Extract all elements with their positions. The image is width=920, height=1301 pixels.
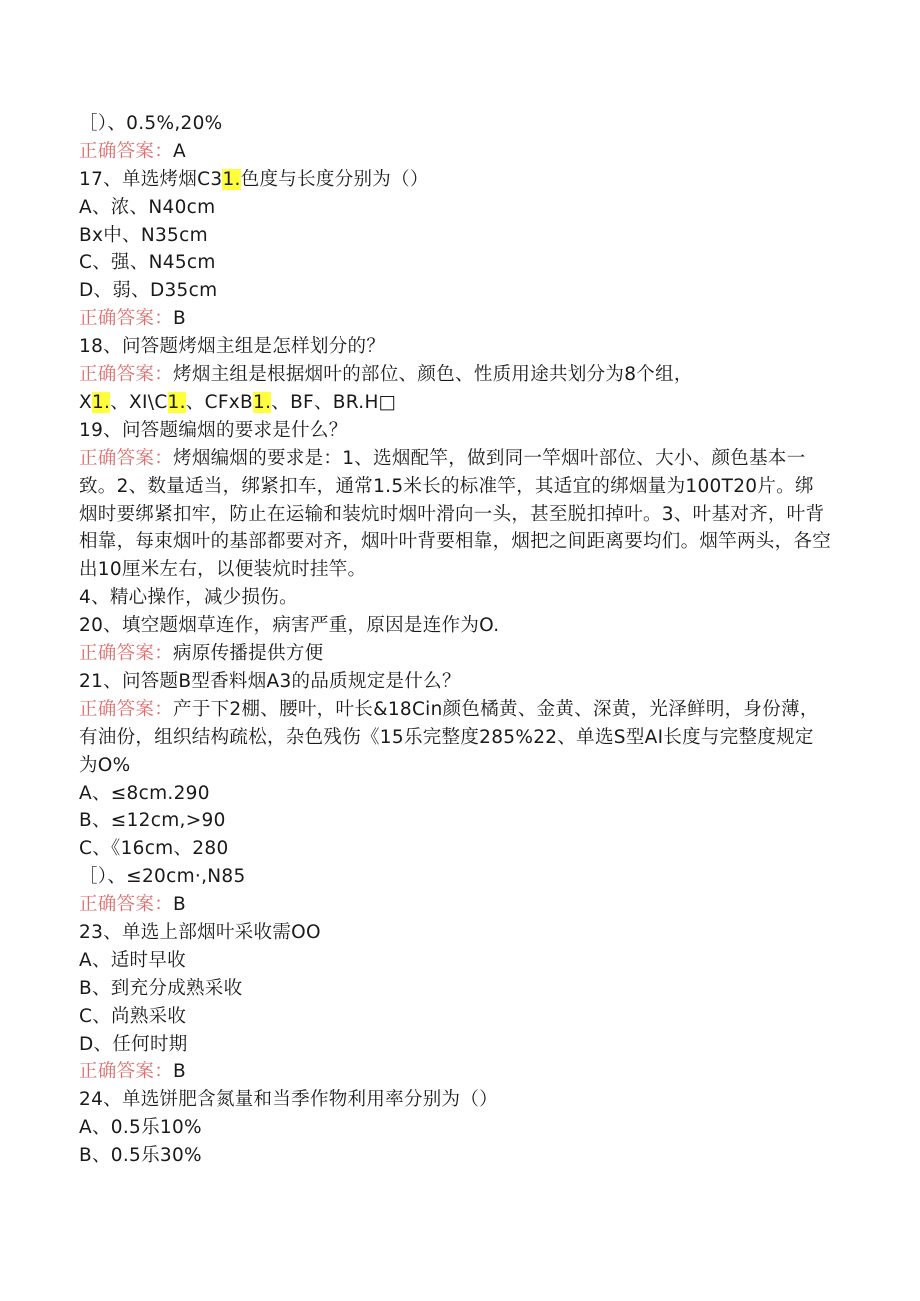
question-19: 19、问答题编烟的要求是什么？ [79,419,348,441]
question-24: 24、单选饼肥含氮量和当季作物利用率分别为（） [79,1089,498,1111]
answer-continuation: 4、精心操作，减少损伤。 [79,587,298,609]
highlight-mark: 1. [91,391,111,413]
option-a: A、0.5乐10% [79,1117,202,1139]
option-a: A、≤8cm.290 [79,782,210,804]
answer-text: 、BF、BR.H□ [271,391,397,413]
answer-text: 、XI\C [110,391,168,413]
answer-text: X [79,391,92,413]
answer-label: 正确答案： [79,308,174,330]
answer-text: 、CFxB [185,391,253,413]
option-d: D、弱、D35cm [79,280,218,302]
option-b: B、到充分成熟采收 [79,977,243,999]
option-a: A、适时早收 [79,949,186,971]
answer-value: 烤烟主组是根据烟叶的部位、颜色、性质用途共划分为8个组， [173,364,693,386]
question-text: 色度与长度分别为（） [240,168,429,190]
question-20: 20、填空题烟草连作，病害严重，原因是连作为O. [79,615,500,637]
option-d: ［）、≤20cm·,N85 [79,866,246,888]
question-21: 21、问答题B型香料烟A3的品质规定是什么？ [79,670,461,692]
answer-value: B [173,894,187,916]
option-d-prev: ［）、0.5%,20% [79,113,223,134]
answer-label: 正确答案： [79,1061,174,1083]
option-c: C、《16cm、280 [79,838,229,860]
answer-label: 正确答案： [79,140,174,162]
answer-paragraph [79,445,831,585]
answer-label: 正确答案： [79,698,174,720]
option-a: A、浓、N40cm [79,196,216,218]
option-c: C、尚熟采收 [79,1005,187,1027]
option-b: B、≤12cm,>90 [79,810,226,832]
answer-value: A [173,140,186,162]
highlight-mark: 1. [222,168,241,190]
answer-label: 正确答案： [79,447,174,469]
answer-value: B [173,308,187,330]
question-text: 17、单选烤烟C3 [79,168,223,190]
option-d: D、任何时期 [79,1033,188,1055]
question-23: 23、单选上部烟叶采收需OO [79,921,321,943]
answer-value: 烤烟编烟的要求是：1、选烟配竿，做到同一竿烟叶部位、大小、颜色基本一致。2、数量适当，绑紧扣车，通常1.5米长的标准竿，其适宜的绑烟量为100T20片。绑烟时要绑紧扣牢，防止在运输和装炕时烟叶滑向一头，甚至脱扣掉叶。3、叶基对齐，叶背相靠，每束烟叶的基部都要对齐，烟叶叶背要相靠，烟把之间距离要均们。烟竿两头，各空出10厘米左右，以便装炕时挂竿。 [79,447,832,581]
answer-line [79,305,839,333]
answer-value: 产于下2棚、腰叶，叶长&18Cin颜色橘黄、金黄、深黄，光泽鲜明，身份薄，有油份，组织结构疏松，杂色残伤《15乐完整度285%22、单选S型AI长度与完整度规定为O% [79,698,819,776]
option-c: C、强、N45cm [79,252,216,274]
answer-label: 正确答案： [79,643,174,664]
option-b: B、0.5乐30% [79,1145,202,1167]
question-17 [79,166,839,194]
answer-value: 病原传播提供方便 [173,643,324,664]
answer-line [79,138,839,166]
option-b: Bx中、N35cm [79,224,208,246]
answer-line [79,1058,839,1086]
answer-line [79,640,839,668]
answer-value: B [173,1061,187,1083]
answer-label: 正确答案： [79,364,174,386]
answer-line [79,891,839,919]
answer-paragraph [79,696,831,780]
answer-continuation [79,389,839,417]
highlight-mark: 1. [167,391,186,413]
question-18: 18、问答题烤烟主组是怎样划分的？ [79,336,386,358]
answer-label: 正确答案： [79,894,174,916]
highlight-mark: 1. [253,391,272,413]
answer-line [79,361,839,389]
